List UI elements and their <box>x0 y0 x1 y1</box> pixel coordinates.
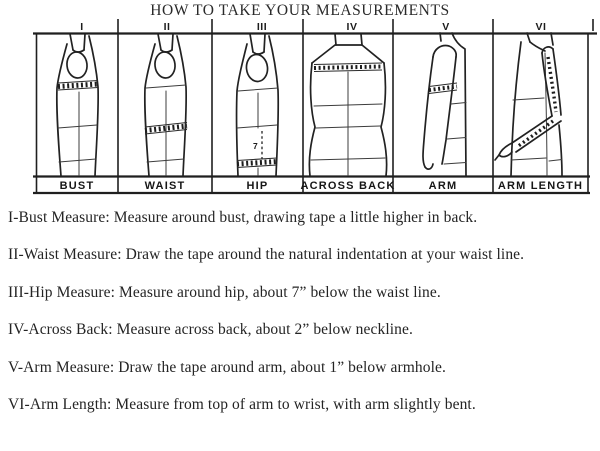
panel-numeral-3: III <box>256 21 268 33</box>
instruction-line-bust: I-Bust Measure: Measure around bust, drawing tape a little higher in back. <box>8 209 478 226</box>
page-title: HOW TO TAKE YOUR MEASUREMENTS <box>150 2 450 19</box>
panel-labels <box>60 180 584 192</box>
instruction-line-arm: V-Arm Measure: Draw the tape around arm, about 1” below armhole. <box>8 358 446 376</box>
panel-label-bust: BUST <box>59 180 95 192</box>
measurement-diagram <box>0 0 600 200</box>
instruction-line-hip: III-Hip Measure: Measure around hip, about 7” below the waist line. <box>8 283 441 301</box>
panel-numeral-2: II <box>163 21 171 33</box>
figure-hip-form <box>237 34 279 176</box>
panel-numeral-5: V <box>442 21 450 33</box>
hip-depth-annotation: 7 <box>253 141 258 151</box>
panel-label-waist: WAIST <box>144 180 186 192</box>
instruction-line-waist: II-Waist Measure: Draw the tape around the natural indentation at your waist line. <box>8 246 525 264</box>
panel-label-arm: ARM <box>428 180 458 192</box>
panel-numeral-4: IV <box>346 21 358 33</box>
panel-numeral-6: VI <box>535 21 547 33</box>
figure-waist-form <box>145 34 187 176</box>
instruction-line-across-back: IV-Across Back: Measure across back, about 2” below neckline. <box>8 321 413 339</box>
panel-label-hip: HIP <box>246 180 269 192</box>
panel-numeral-1: I <box>80 21 84 33</box>
figure-arm-length-form <box>495 33 562 176</box>
panel-label-arm-length: ARM LENGTH <box>497 180 584 192</box>
panel-label-across-back: ACROSS BACK <box>300 180 396 192</box>
instruction-list <box>8 206 596 430</box>
figure-across-back-form <box>309 34 386 176</box>
figure-bust-form <box>57 34 98 176</box>
instruction-line-arm-length: VI-Arm Length: Measure from top of arm to wrist, with arm slightly bent. <box>8 396 476 414</box>
figure-arm-form <box>423 33 466 176</box>
panel-numerals <box>80 21 546 33</box>
